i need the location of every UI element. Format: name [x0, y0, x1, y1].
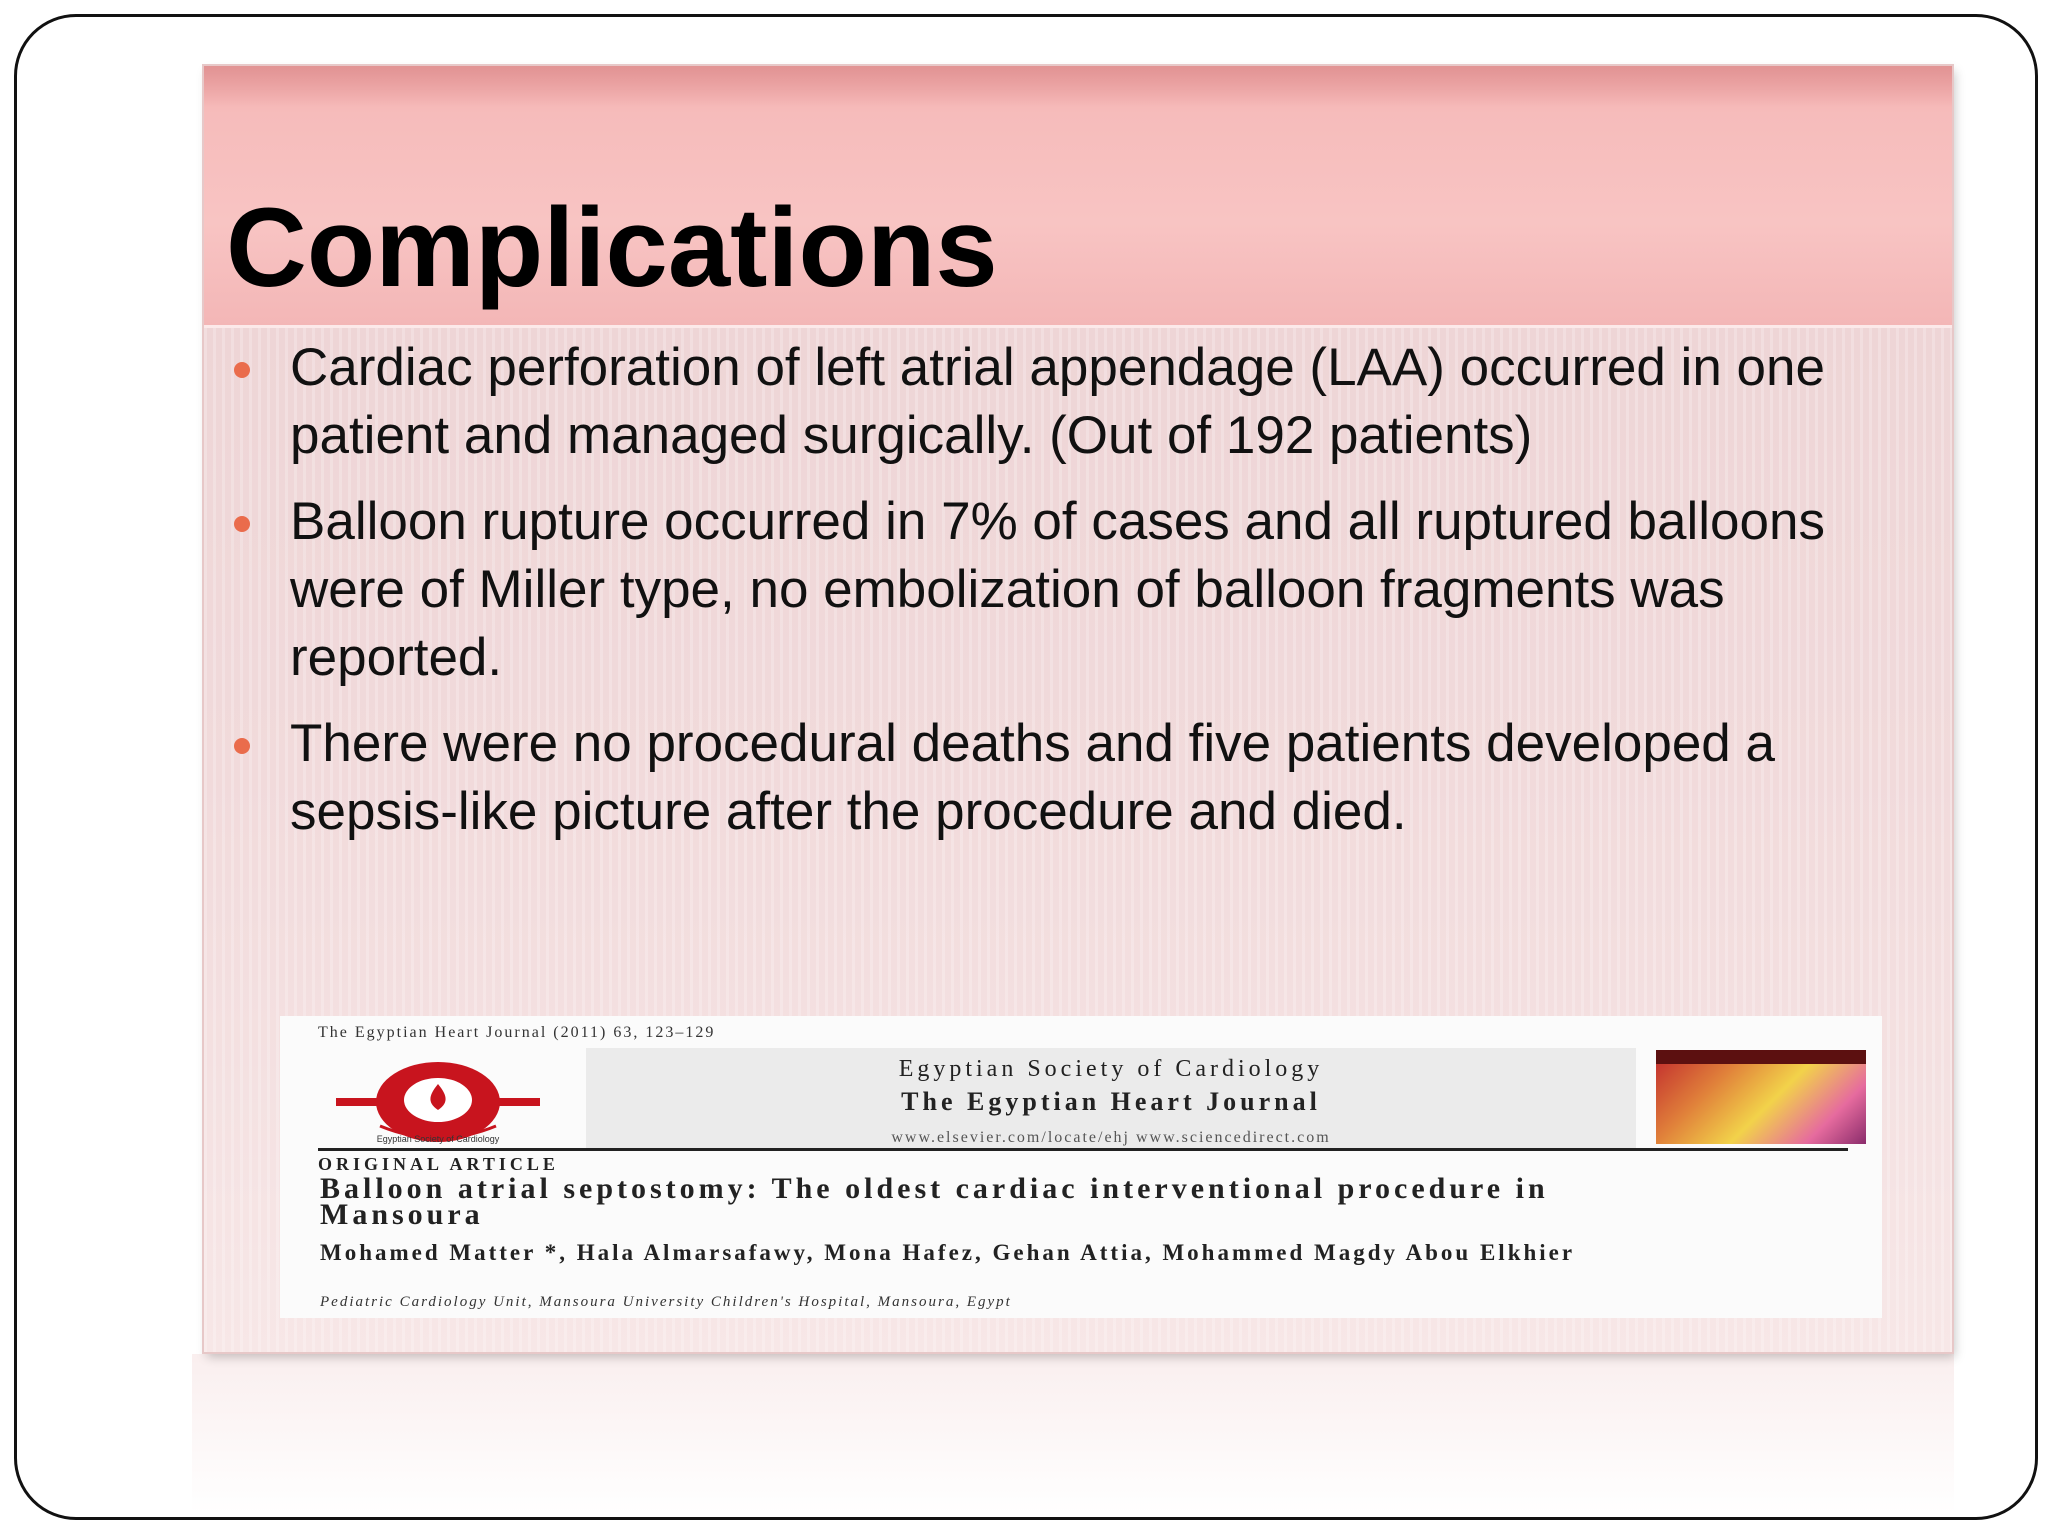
bullet-item [226, 334, 1926, 470]
article-title: Balloon atrial septostomy: The oldest cardiac interventional procedure in Mansoura [320, 1172, 1549, 1231]
slide-title: Complications [226, 185, 998, 310]
panel-reflection [192, 1354, 1954, 1514]
bullet-dot-icon [234, 362, 250, 378]
article-authors: Mohamed Matter *, Hala Almarsafawy, Mona Hafez, Gehan Attia, Mohammed Magdy Abou Elkhier [320, 1240, 1576, 1265]
bullet-text: Balloon rupture occurred in 7% of cases and all ruptured balloons were of Miller type, no embolization of balloon fragments was reported. [290, 492, 1825, 687]
bullet-text: Cardiac perforation of left atrial appendage (LAA) occurred in one patient and managed surgically. (Out of 192 patients) [290, 338, 1825, 465]
article-type: ORIGINAL ARTICLE [318, 1154, 559, 1174]
journal-url: www.elsevier.com/locate/ehj www.sciencedirect.com [891, 1129, 1331, 1146]
society-logo-icon [318, 1054, 558, 1146]
bullet-text: There were no procedural deaths and five patients developed a sepsis-like picture after the procedure and died. [290, 714, 1775, 841]
paper-citation: The Egyptian Heart Journal (2011) 63, 123–129 [318, 1024, 716, 1041]
society-name: Egyptian Society of Cardiology [898, 1056, 1324, 1082]
bullet-item [226, 488, 1926, 692]
journal-name: The Egyptian Heart Journal [901, 1087, 1321, 1116]
journal-masthead [586, 1048, 1636, 1148]
bullet-list [226, 334, 1926, 864]
journal-cover-image [1656, 1050, 1866, 1144]
bullet-dot-icon [234, 738, 250, 754]
bullet-item [226, 710, 1926, 846]
slide-panel [204, 66, 1952, 1352]
paper-clipping [280, 1016, 1882, 1318]
title-band-bevel [204, 66, 1952, 106]
paper-header [318, 1048, 1848, 1151]
article-affiliation: Pediatric Cardiology Unit, Mansoura University Children's Hospital, Mansoura, Egypt [320, 1294, 1012, 1310]
journal-cover-bar [1656, 1050, 1866, 1064]
title-band [204, 66, 1952, 328]
bullet-dot-icon [234, 516, 250, 532]
logo-text: Egyptian Society of Cardiology [376, 1134, 500, 1144]
